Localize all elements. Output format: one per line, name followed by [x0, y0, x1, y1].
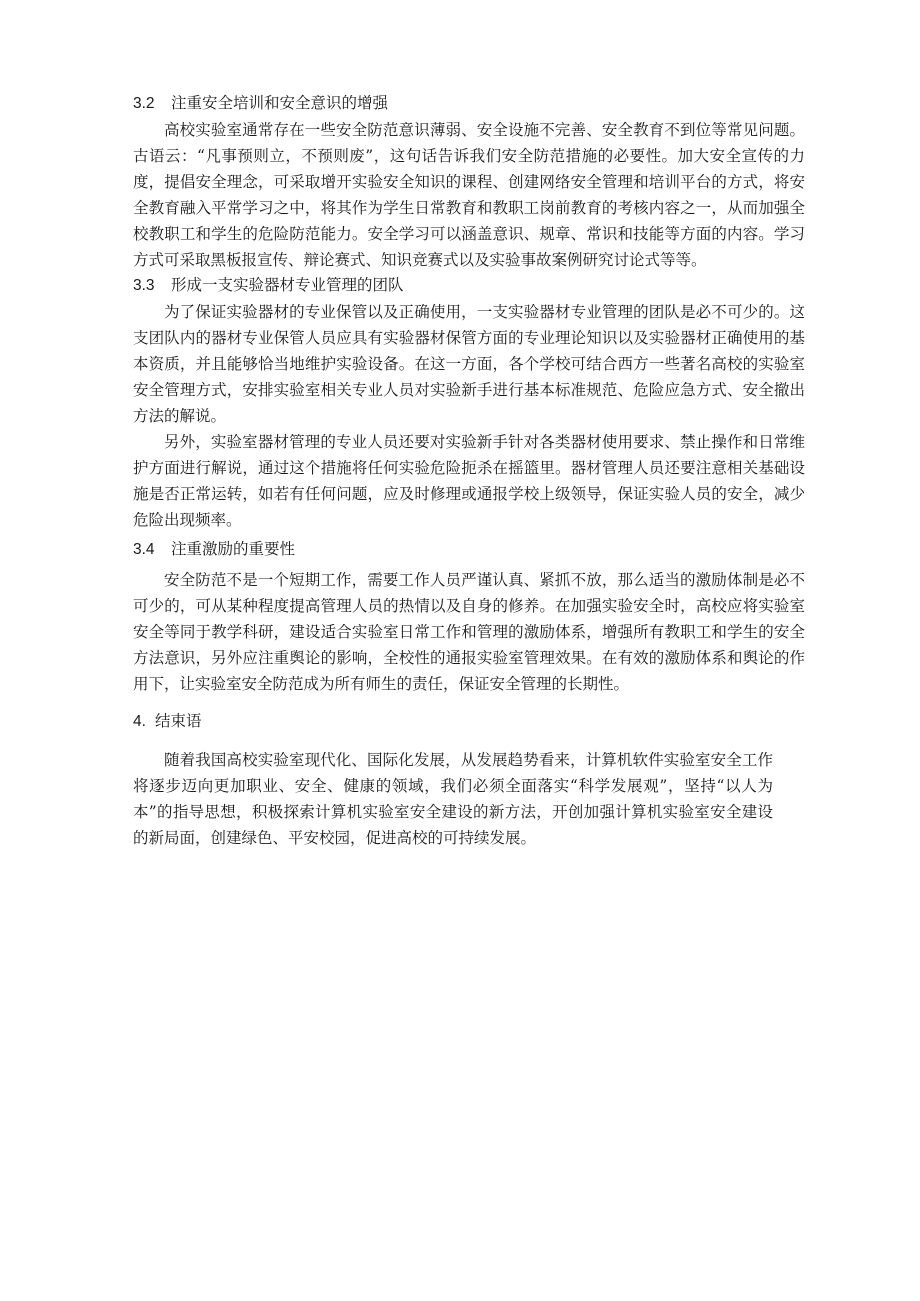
section-heading-3-3 — [133, 273, 805, 299]
section-heading-3-4 — [133, 537, 805, 563]
paragraph: 另外，实验室器材管理的专业人员还要对实验新手针对各类器材使用要求、禁止操作和日常维护方面进行解说，通过这个措施将任何实验危险扼杀在摇篮里。器材管理人员还要注意相关基础设施是否正常运转，如若有任何问题，应及时修理或通报学校上级领导，保证实验人员的安全，减少危险出现频率。 — [133, 433, 805, 529]
paragraph: 随着我国高校实验室现代化、国际化发展，从发展趋势看来，计算机软件实验室安全工作将逐步迈向更加职业、安全、健康的领域，我们必须全面落实“科学发展观”，坚持“以人为本”的指导思想，积极探索计算机实验室安全建设的新方法，开创加强计算机实验室安全建设的新局面，创建绿色、平安校园，促进高校的可持续发展。 — [133, 751, 773, 847]
section-title: 结束语 — [155, 713, 202, 730]
paragraph: 安全防范不是一个短期工作，需要工作人员严谨认真、紧抓不放，那么适当的激励体制是必不可少的，可从某种程度提高管理人员的热情以及自身的修养。在加强实验安全时，高校应将实验室安全等同于教学科研，建设适合实验室日常工作和管理的激励体系，增强所有教职工和学生的安全方法意识，另外应注重舆论的影响，全校性的通报实验室管理效果。在有效的激励体系和舆论的作用下，让实验室安全防范成为所有师生的责任，保证安全管理的长期性。 — [133, 571, 805, 693]
section-title: 形成一支实验器材专业管理的团队 — [171, 277, 404, 294]
section-heading-4 — [133, 709, 805, 735]
section-title: 注重安全培训和安全意识的增强 — [171, 95, 389, 112]
paragraph: 为了保证实验器材的专业保管以及正确使用，一支实验器材专业管理的团队是必不可少的。这支团队内的器材专业保管人员应具有实验器材保管方面的专业理论知识以及实验器材正确使用的基本资质，并且能够恰当地维护实验设备。在这一方面，各个学校可结合西方一些著名高校的实验室安全管理方式，安排实验室相关专业人员对实验新手进行基本标准规范、危险应急方式、安全撤出方法的解说。 — [133, 303, 805, 425]
section-title: 注重激励的重要性 — [171, 541, 296, 558]
section-heading-3-2 — [133, 91, 805, 117]
paragraph: 高校实验室通常存在一些安全防范意识薄弱、安全设施不完善、安全教育不到位等常见问题。古语云：“凡事预则立，不预则废”，这句话告诉我们安全防范措施的必要性。加大安全宣传的力度，提倡安全理念，可采取增开实验安全知识的课程、创建网络安全管理和培训平台的方式，将安全教育融入平常学习之中，将其作为学生日常教育和教职工岗前教育的考核内容之一，从而加强全校教职工和学生的危险防范能力。安全学习可以涵盖意识、规章、常识和技能等方面的内容。学习方式可采取黑板报宣传、辩论赛式、知识竞赛式以及实验事故案例研究讨论式等等。 — [133, 121, 805, 269]
section-number: 3.2 — [133, 95, 155, 112]
section-number: 3.3 — [133, 277, 155, 294]
section-number: 4. — [133, 713, 146, 730]
document-page — [133, 91, 805, 851]
section-number: 3.4 — [133, 541, 155, 558]
